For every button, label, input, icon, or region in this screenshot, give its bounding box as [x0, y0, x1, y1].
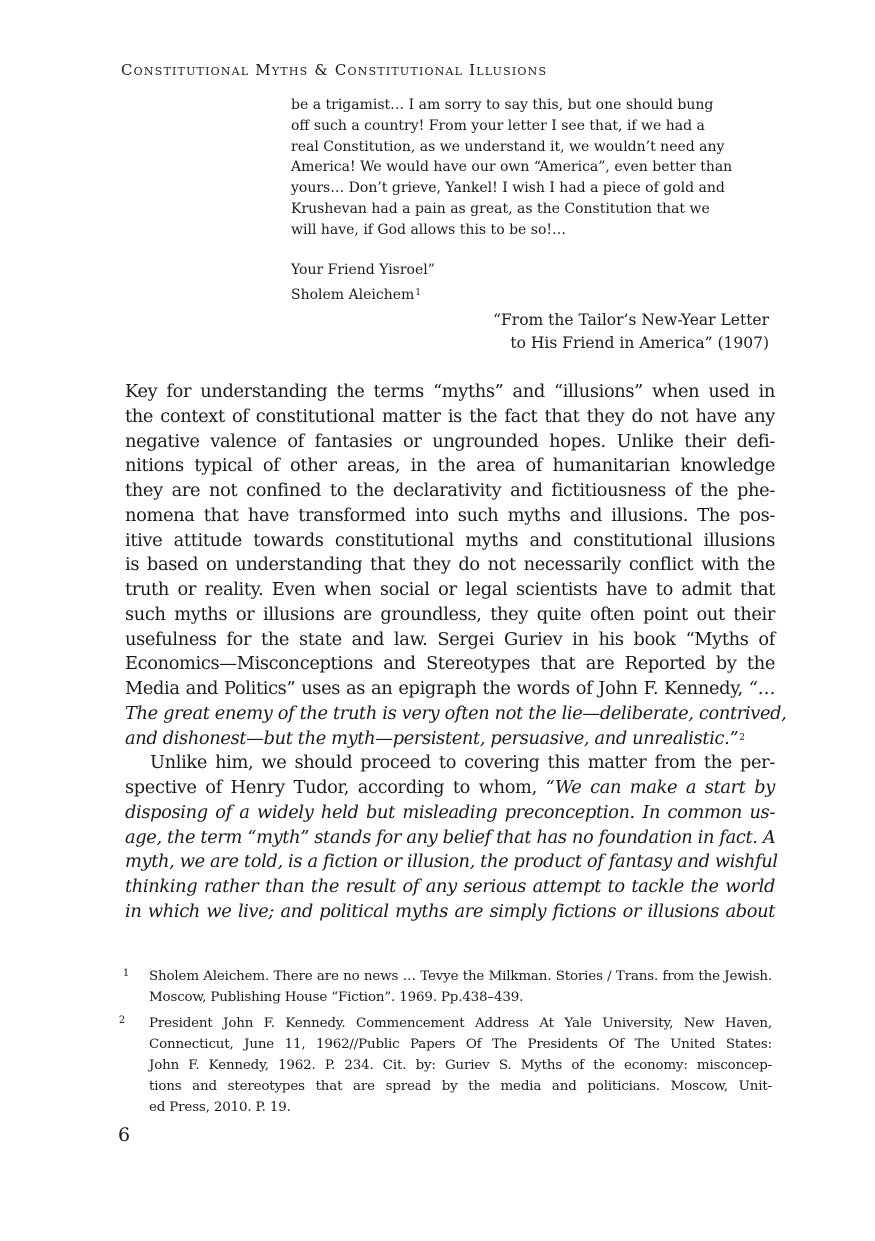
running-header: Constitutional Myths & Constitutional Illusions — [121, 61, 548, 79]
text-line: is based on understanding that they do not necessarily conflict with the — [125, 554, 775, 576]
text-line — [125, 677, 775, 702]
page-number: 6 — [118, 1124, 131, 1146]
text-line — [125, 727, 775, 752]
footnote-2 — [112, 1013, 772, 1118]
quote-run: “… — [748, 678, 775, 699]
paragraph-1 — [125, 380, 787, 751]
text-line: negative valence of fantasies or ungrounded hopes. Unlike their defi- — [125, 430, 775, 452]
epigraph-line: off such a country! From your letter I see that, if we had a — [291, 117, 705, 134]
text-line: itive attitude towards constitutional myths and constitutional illusions — [125, 529, 775, 551]
quote-run: “We can make a start by — [545, 777, 775, 798]
text-line: such myths or illusions are groundless, they quite often point out their — [125, 603, 775, 625]
epigraph-source — [291, 309, 769, 356]
footnote-line: Moscow, Publishing House “Fiction”. 1969. Pp.438–439. — [149, 990, 524, 1005]
author-name: Sholem Aleichem — [291, 286, 415, 303]
text-line: truth or reality. Even when social or legal scientists have to admit that — [125, 579, 775, 600]
paragraph-2 — [125, 751, 778, 924]
text-line: they are not confined to the declarativity and fictitiousness of the phe- — [125, 480, 775, 501]
quote-run: disposing of a widely held but misleading preconception. In common us- — [125, 801, 775, 823]
signoff-line: Your Friend Yisroel” — [291, 261, 435, 278]
text-line: Key for understanding the terms “myths” and “illusions” when used in — [125, 381, 775, 402]
quote-run: age, the term “myth” stands for any belief that has no foundation in fact. A — [125, 826, 776, 848]
epigraph-quote — [291, 95, 769, 241]
text-line — [125, 702, 787, 727]
quote-run: thinking rather than the result of any serious attempt to tackle the world — [125, 876, 775, 897]
text-line: nitions typical of other areas, in the area of humanitarian knowledge — [125, 455, 775, 477]
footnote-number: 2 — [118, 1015, 126, 1026]
text-line — [125, 801, 775, 826]
footnote-number: 1 — [122, 968, 130, 979]
text-line: Economics—Misconceptions and Stereotypes that are Reported by the — [125, 653, 775, 675]
epigraph-signoff — [291, 258, 769, 308]
text-line — [125, 875, 775, 900]
epigraph-line: real Constitution, as we understand it, we wouldn’t need any — [291, 138, 725, 155]
footnote-line: John F. Kennedy, 1962. P. 234. Cit. by: Guriev S. Myths of the economy: misconcep- — [149, 1058, 772, 1073]
text-run: spective of Henry Tudor, according to whom, — [125, 777, 546, 798]
epigraph-author — [291, 283, 769, 308]
text-line — [125, 776, 775, 801]
footnotes — [112, 966, 772, 1123]
source-line: to His Friend in America” (1907) — [510, 334, 769, 353]
text-line: usefulness for the state and law. Sergei Guriev in his book “Myths of — [125, 628, 775, 650]
footnote-line: Sholem Aleichem. There are no news … Tevye the Milkman. Stories / Trans. from the Jewish. — [149, 969, 772, 984]
epigraph — [291, 95, 769, 356]
epigraph-line: will have, if God allows this to be so!… — [291, 221, 567, 238]
epigraph-line: yours… Don’t grieve, Yankel! I wish I had a piece of gold and — [291, 180, 725, 197]
quote-run: myth, we are told, is a fiction or illusion, the product of fantasy and wishful — [125, 851, 778, 873]
text-line: nomena that have transformed into such myths and illusions. The pos- — [125, 504, 775, 526]
text-line: Unlike him, we should proceed to covering this matter from the per- — [150, 752, 775, 774]
footnote-line: Connecticut, June 11, 1962//Public Papers Of The Presidents Of The United States: — [149, 1037, 772, 1052]
text-line — [125, 850, 778, 875]
text-line — [125, 826, 775, 851]
quote-run: The great enemy of the truth is very often not the lie—deliberate, contrived, — [125, 702, 787, 724]
epigraph-line: be a trigamist… I am sorry to say this, but one should bung — [291, 97, 714, 113]
footnote-line: President John F. Kennedy. Commencement Address At Yale University, New Haven, — [149, 1016, 772, 1031]
source-line: “From the Tailor’s New-Year Letter — [493, 310, 769, 329]
text-line — [125, 900, 775, 925]
quote-run: and dishonest—but the myth—persistent, persuasive, and unrealistic.” — [125, 727, 739, 749]
footnote-ref-2[interactable]: 2 — [739, 732, 745, 743]
quote-run: in which we live; and political myths are simply fictions or illusions about — [125, 900, 775, 922]
body-text — [125, 380, 787, 925]
text-run: Media and Politics” uses as an epigraph the words of John F. Kennedy, — [125, 678, 749, 699]
text-line: the context of constitutional matter is the fact that they do not have any — [125, 405, 775, 427]
epigraph-line: America! We would have our own “America”, even better than — [291, 159, 733, 176]
footnote-line: ed Press, 2010. P. 19. — [149, 1100, 291, 1115]
epigraph-line: Krushevan had a pain as great, as the Constitution that we — [291, 200, 710, 217]
footnote-line: tions and stereotypes that are spread by the media and politicians. Moscow, Unit- — [149, 1079, 772, 1094]
footnote-ref-1[interactable]: 1 — [415, 287, 422, 298]
footnote-1 — [112, 966, 772, 1008]
